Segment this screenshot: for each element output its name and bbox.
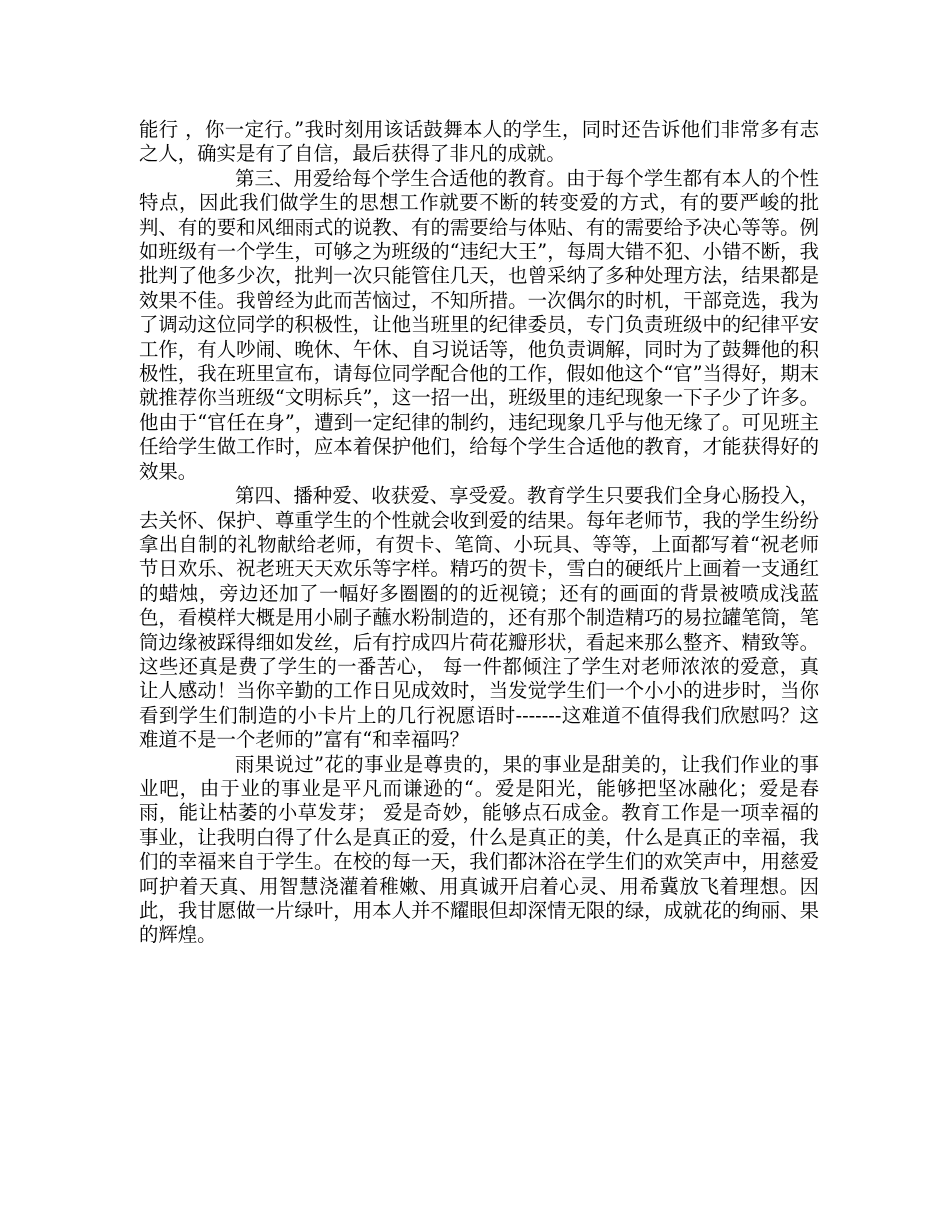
paragraph-3: 第四、播种爱、收获爱、享受爱。教育学生只要我们全身心肠投入，去关怀、保护、尊重学生的个性就会收到爱的结果。每年老师节，我的学生纷纷拿出自制的礼物献给老师，有贺卡、笔筒、小玩具、等等，上面都写着“祝老师节日欢乐、祝老班天天欢乐等字样。精巧的贺卡，雪白的硬纸片上画着一支通红的蜡烛，旁边还加了一幅好多圈圈的的近视镜；还有的画面的背景被喷成浅蓝色，看模样大概是用小刷子蘸水粉制造的，还有那个制造精巧的易拉罐笔筒，笔筒边缘被踩得细如发丝，后有拧成四片荷花瓣形状，看起来那么整齐、精致等。这些还真是费了学生的一番苦心， 每一件都倾注了学生对老师浓浓的爱意，真让人感动！当你辛勤的工作日见成效时，当发觉学生们一个小小的进步时，当你看到学生们制造的小卡片上的几行祝愿语时-------这难道不值得我们欣慰吗？这难道不是一个老师的”富有“和幸福吗？ bbox=[139, 484, 819, 752]
paragraph-2: 第三、用爱给每个学生合适他的教育。由于每个学生都有本人的个性特点，因此我们做学生的思想工作就要不断的转变爱的方式，有的要严峻的批判、有的要和风细雨式的说教、有的需要给与体贴、有的需要给予决心等等。例如班级有一个学生，可够之为班级的“违纪大王”，每周大错不犯、小错不断，我批判了他多少次，批判一次只能管住几天，也曾采纳了多种处理方法，结果都是效果不佳。我曾经为此而苦恼过，不知所措。一次偶尔的时机，干部竞选，我为了调动这位同学的积极性，让他当班里的纪律委员，专门负责班级中的纪律平安工作，有人吵闹、晚休、午休、自习说话等，他负责调解，同时为了鼓舞他的积极性，我在班里宣布，请每位同学配合他的工作，假如他这个“官”当得好，期末就推荐你当班级“文明标兵”，这一招一出，班级里的违纪现象一下子少了许多。他由于“官任在身”，遭到一定纪律的制约，违纪现象几乎与他无缘了。可见班主任给学生做工作时，应本着保护他们，给每个学生合适他的教育，才能获得好的效果。 bbox=[139, 166, 819, 483]
body-text bbox=[139, 118, 819, 948]
paragraph-1: 能行 ，你一定行。”我时刻用该话鼓舞本人的学生，同时还告诉他们非常多有志之人，确实是有了自信，最后获得了非凡的成就。 bbox=[139, 118, 819, 166]
paragraph-4: 雨果说过”花的事业是尊贵的，果的事业是甜美的，让我们作业的事业吧，由于业的事业是平凡而谦逊的“。爱是阳光，能够把坚冰融化；爱是春雨，能让枯萎的小草发芽； 爱是奇妙，能够点石成金。教育工作是一项幸福的事业，让我明白得了什么是真正的爱，什么是真正的美，什么是真正的幸福，我们的幸福来自于学生。在校的每一天，我们都沐浴在学生们的欢笑声中，用慈爱呵护着天真、用智慧浇灌着稚嫩、用真诚开启着心灵、用希冀放飞着理想。因此，我甘愿做一片绿叶，用本人并不耀眼但却深情无限的绿，成就花的绚丽、果的辉煌。 bbox=[139, 752, 819, 947]
